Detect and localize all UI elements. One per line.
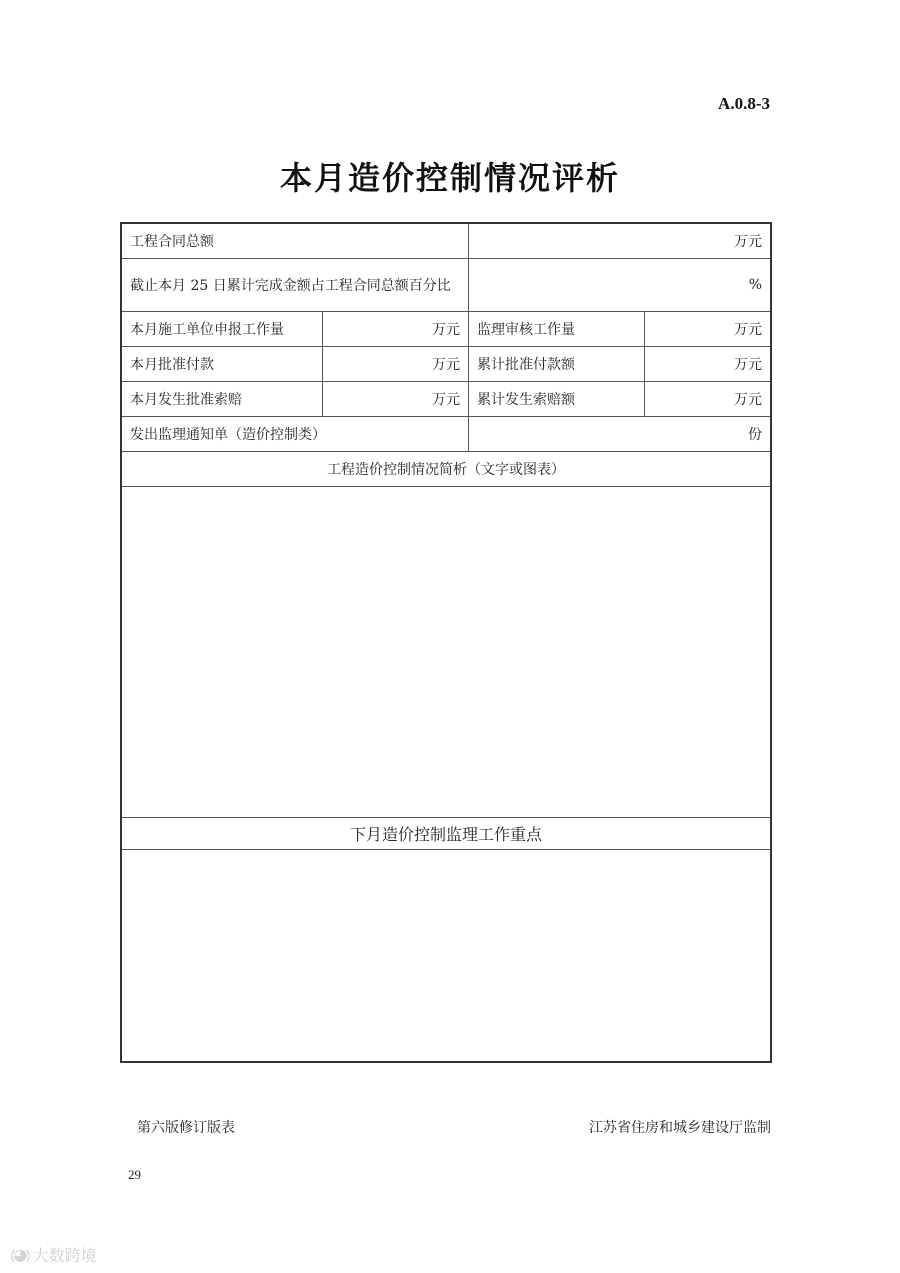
form-code: A.0.8-3	[718, 94, 770, 113]
row-next-month-heading	[122, 818, 770, 850]
contractor-reported-unit: 万元	[323, 312, 469, 346]
row-claims	[122, 382, 770, 417]
contract-total-label: 工程合同总额	[122, 224, 469, 258]
contractor-reported-label: 本月施工单位申报工作量	[122, 312, 323, 346]
page-number: 29	[128, 1167, 141, 1182]
approved-payment-label: 本月批准付款	[122, 347, 323, 381]
contract-total-unit: 万元	[734, 234, 762, 250]
cumulative-payment-label: 累计批准付款额	[469, 347, 645, 381]
row-completion-pct	[122, 259, 770, 312]
analysis-content-area[interactable]	[122, 487, 770, 818]
approved-claims-unit: 万元	[323, 382, 469, 416]
completion-pct-label: 截止本月 25 日累计完成金额占工程合同总额百分比	[122, 259, 469, 311]
page-title: 本月造价控制情况评析	[279, 159, 620, 197]
row-workload	[122, 312, 770, 347]
row-notices	[122, 417, 770, 452]
cumulative-claims-unit: 万元	[734, 392, 762, 408]
form-table	[120, 222, 772, 1063]
cumulative-payment-unit: 万元	[734, 357, 762, 373]
row-payment	[122, 347, 770, 382]
next-month-content-area[interactable]	[122, 850, 770, 1061]
completion-pct-unit: %	[748, 277, 762, 293]
watermark-logo-icon: ⦅◕⦆	[10, 1244, 29, 1264]
cumulative-claims-label: 累计发生索赔额	[469, 382, 645, 416]
next-month-heading: 下月造价控制监理工作重点	[349, 825, 542, 844]
approved-claims-label: 本月发生批准索赔	[122, 382, 323, 416]
edition-note: 第六版修订版表	[137, 1120, 235, 1136]
row-contract-total	[122, 224, 770, 259]
notices-issued-label: 发出监理通知单（造价控制类）	[122, 417, 469, 451]
row-analysis-heading	[122, 452, 770, 487]
supervisor-reviewed-label: 监理审核工作量	[469, 312, 645, 346]
supervisor-reviewed-unit: 万元	[734, 322, 762, 338]
approved-payment-unit: 万元	[323, 347, 469, 381]
watermark	[10, 1243, 97, 1266]
notices-issued-unit: 份	[748, 427, 762, 443]
analysis-heading: 工程造价控制情况简析（文字或图表）	[327, 462, 565, 478]
watermark-text: 大数跨境	[32, 1246, 97, 1265]
issuer-note: 江苏省住房和城乡建设厅监制	[589, 1120, 771, 1136]
